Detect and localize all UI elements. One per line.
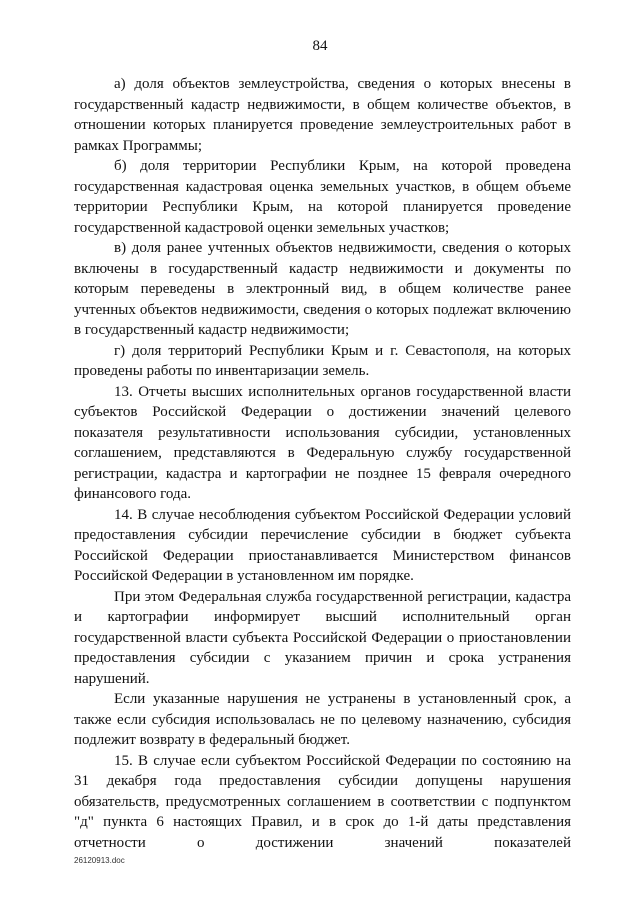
file-name-footer: 26120913.doc	[74, 856, 125, 865]
page-number: 84	[312, 38, 328, 54]
paragraph-13: 13. Отчеты высших исполнительных органов государственной власти субъектов Российской Федерации о достижении значений целевого показателя результативности использования субсидии, установленных соглашением, представляются в Федеральную службу государственной регистрации, кадастра и картографии не позднее 15 февраля очередного финансового года.	[74, 383, 571, 502]
paragraph-14-refund: Если указанные нарушения не устранены в установленный срок, а также если субсидия использовалась не по целевому назначению, субсидия подлежит возврату в федеральный бюджет.	[74, 691, 571, 748]
paragraph-15: 15. В случае если субъектом Российской Федерации по состоянию на 31 декабря года предоставления субсидии допущены нарушения обязательств, предусмотренных соглашением в соответствии с подпунктом "д" пункта 6 настоящих Правил, и в срок до 1-й даты представления отчетности о достижении значений показателей	[74, 752, 571, 851]
paragraph-a: а) доля объектов землеустройства, сведения о которых внесены в государственный кадастр недвижимости, в общем количестве объектов, в отношении которых планируется проведение землеустроительных работ в рамках Программы;	[74, 76, 571, 154]
paragraph-14-notice: При этом Федеральная служба государственной регистрации, кадастра и картографии информирует высший исполнительный орган государственной власти субъекта Российской Федерации о приостановлении предоставления субсидии с указанием причин и срока устранения нарушений.	[74, 588, 571, 687]
paragraph-g: г) доля территорий Республики Крым и г. Севастополя, на которых проведены работы по инвентаризации земель.	[74, 342, 571, 379]
paragraph-v: в) доля ранее учтенных объектов недвижимости, сведения о которых включены в государственный кадастр недвижимости и документы по которым переведены в электронный вид, в общем количестве ранее учтенных объектов недвижимости, сведения о которых подлежат включению в государственный кадастр недвижимости;	[74, 240, 571, 338]
paragraph-14: 14. В случае несоблюдения субъектом Российской Федерации условий предоставления субсидии перечисление субсидии в бюджет субъекта Российской Федерации приостанавливается Министерством финансов Российской Федерации в установленном им порядке.	[74, 506, 571, 584]
document-body	[74, 74, 571, 853]
paragraph-b: б) доля территории Республики Крым, на которой проведена государственная кадастровая оценка земельных участков, в общем объеме территории Республики Крым, на которой планируется проведение государственной кадастровой оценки земельных участков;	[74, 158, 571, 236]
